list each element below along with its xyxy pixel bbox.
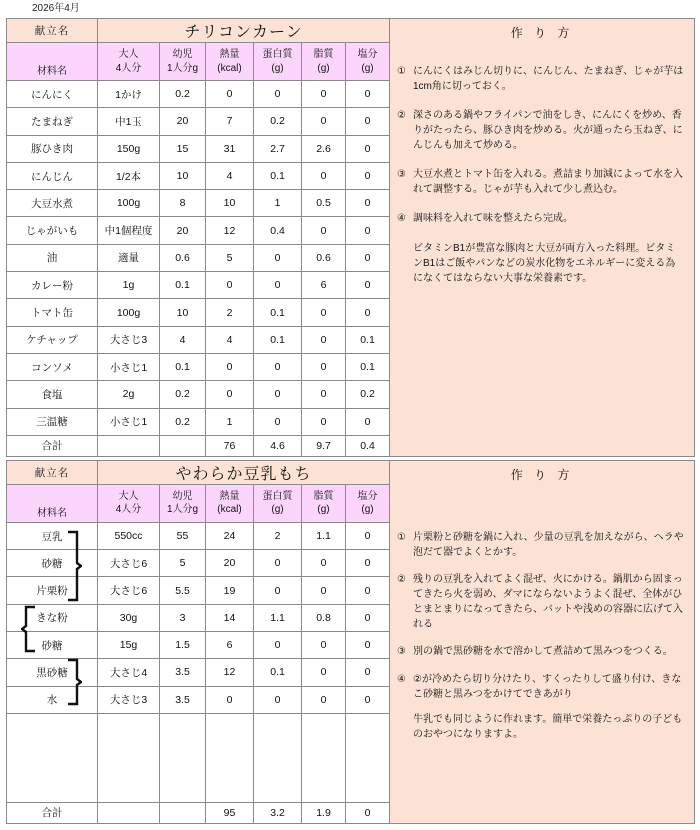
ingredient-fat: 6: [302, 272, 346, 299]
ingredient-kcal: 7: [206, 108, 254, 135]
ingredient-adult: 中1個程度: [98, 217, 160, 244]
ingredient-name: コンソメ: [7, 353, 98, 380]
total-label-2: 合計: [7, 802, 98, 823]
ingredient-name-cell: [7, 659, 98, 686]
ingredient-child: 5.5: [160, 577, 206, 604]
ingredient-child: 1.5: [160, 632, 206, 659]
ingredient-kcal: 0: [206, 353, 254, 380]
ingredient-name: 水: [46, 694, 58, 707]
ingredient-child: 10: [160, 299, 206, 326]
ingredient-kcal: 24: [206, 522, 254, 549]
total-salt-1: 0.4: [346, 435, 390, 456]
col-salt-2: [346, 484, 390, 522]
blank-cell: [346, 713, 390, 802]
ingredient-name: 砂糖: [41, 639, 63, 652]
ingredient-kcal: 19: [206, 577, 254, 604]
ingredient-fat: 0: [302, 381, 346, 408]
method-step: [397, 167, 685, 197]
col-energy-2: [206, 484, 254, 522]
ingredient-child: 0.1: [160, 272, 206, 299]
ingredient-salt: 0: [346, 162, 390, 189]
step-number: ④: [397, 673, 406, 685]
ingredient-salt: 0: [346, 299, 390, 326]
ingredient-name-cell: [7, 686, 98, 713]
ingredient-adult: 小さじ1: [98, 353, 160, 380]
ingredient-protein: 0.1: [254, 659, 302, 686]
total-protein-2: 3.2: [254, 802, 302, 823]
ingredient-fat: 0: [302, 326, 346, 353]
step-text: 大豆水煮とトマト缶を入れる。煮詰まり加減によって水を入れて調整する。じゃが芋も入れて少し煮込む。: [413, 169, 683, 195]
method-step: [397, 572, 685, 632]
ingredient-child: 0.6: [160, 244, 206, 271]
ingredient-salt: 0: [346, 522, 390, 549]
ingredient-fat: 0: [302, 408, 346, 435]
ingredient-protein: 0: [254, 577, 302, 604]
ingredient-child: 55: [160, 522, 206, 549]
ingredient-name: 三温糖: [7, 408, 98, 435]
ingredient-child: 8: [160, 190, 206, 217]
ingredient-child: 5: [160, 550, 206, 577]
total-salt-2: 0: [346, 802, 390, 823]
col-protein-1: [254, 43, 302, 81]
ingredient-name-cell: [7, 632, 98, 659]
col-energy-1: [206, 43, 254, 81]
menu-name-label-1: 献立名: [7, 19, 98, 43]
method-step: [397, 644, 685, 660]
ingredient-protein: 0: [254, 81, 302, 108]
method-header-2: 作 り 方: [390, 460, 695, 823]
col-ingredient-name-1: 材料名: [7, 43, 98, 81]
blank-cell: [206, 713, 254, 802]
ingredient-name: きな粉: [36, 612, 68, 625]
col-fat-line1-2: 脂質: [313, 490, 334, 502]
ingredient-kcal: 31: [206, 135, 254, 162]
ingredient-name-cell: [7, 522, 98, 549]
col-protein-line1-2: 蛋白質: [262, 490, 293, 502]
ingredient-salt: 0: [346, 135, 390, 162]
total-kcal-2: 95: [206, 802, 254, 823]
ingredient-name-cell: [7, 577, 98, 604]
ingredient-salt: 0: [346, 659, 390, 686]
col-salt-line2-1: (g): [361, 62, 374, 74]
blank-cell: [254, 713, 302, 802]
ingredient-protein: 0.1: [254, 299, 302, 326]
ingredient-salt: 0: [346, 604, 390, 631]
step-number: ①: [397, 66, 406, 77]
recipe-title-row-1: [7, 19, 695, 43]
ingredient-protein: 0: [254, 381, 302, 408]
ingredient-salt: 0: [346, 217, 390, 244]
blank-cell: [7, 713, 98, 802]
ingredient-name: 豚ひき肉: [7, 135, 98, 162]
ingredient-child: 0.2: [160, 408, 206, 435]
method-steps-1: [397, 64, 685, 286]
ingredient-name: 油: [7, 244, 98, 271]
col-protein-line2-1: (g): [271, 62, 284, 74]
ingredient-name-cell: [7, 550, 98, 577]
col-energy-line2-1: (kcal): [217, 62, 242, 74]
ingredient-protein: 0: [254, 686, 302, 713]
col-salt-line1-2: 塩分: [357, 490, 378, 502]
ingredient-child: 0.1: [160, 353, 206, 380]
col-adult-line1-2: 大人: [118, 490, 139, 502]
menu-name-label-2: 献立名: [7, 460, 98, 484]
ingredient-name: ケチャップ: [7, 326, 98, 353]
total-kcal-1: 76: [206, 435, 254, 456]
ingredient-kcal: 4: [206, 162, 254, 189]
total-adult-2: [98, 802, 160, 823]
ingredient-name-cell: [7, 604, 98, 631]
step-number: ③: [397, 169, 406, 180]
ingredient-protein: 0.1: [254, 326, 302, 353]
ingredient-adult: 150g: [98, 135, 160, 162]
col-child-line1-2: 幼児: [172, 490, 193, 502]
ingredient-protein: 1.1: [254, 604, 302, 631]
ingredient-kcal: 12: [206, 217, 254, 244]
ingredient-protein: 0.2: [254, 108, 302, 135]
ingredient-child: 3.5: [160, 686, 206, 713]
ingredient-kcal: 12: [206, 659, 254, 686]
ingredient-protein: 0: [254, 353, 302, 380]
total-child-2: [160, 802, 206, 823]
ingredient-protein: 0: [254, 550, 302, 577]
ingredient-protein: 0.1: [254, 162, 302, 189]
ingredient-name: トマト缶: [7, 299, 98, 326]
col-adult-line2-1: 4人分: [115, 62, 142, 74]
ingredient-salt: 0.2: [346, 381, 390, 408]
col-adult-1: [98, 43, 160, 81]
ingredient-name: にんじん: [7, 162, 98, 189]
blank-cell: [98, 713, 160, 802]
ingredient-fat: 0: [302, 686, 346, 713]
ingredient-fat: 0: [302, 299, 346, 326]
ingredient-fat: 0: [302, 353, 346, 380]
ingredient-salt: 0: [346, 81, 390, 108]
blank-cell: [302, 713, 346, 802]
ingredient-adult: 大さじ3: [98, 686, 160, 713]
ingredient-fat: 0: [302, 108, 346, 135]
ingredient-kcal: 20: [206, 550, 254, 577]
ingredient-adult: 大さじ6: [98, 550, 160, 577]
blank-cell: [160, 713, 206, 802]
step-text: 片栗粉と砂糖を鍋に入れ、少量の豆乳を加えながら、ヘラや泡だて器でよくとかす。: [413, 532, 684, 558]
method-panel-2: [389, 524, 695, 746]
ingredient-name: じゃがいも: [7, 217, 98, 244]
step-number: ④: [397, 213, 406, 224]
ingredient-kcal: 5: [206, 244, 254, 271]
ingredient-child: 4: [160, 326, 206, 353]
ingredient-adult: 大さじ6: [98, 577, 160, 604]
col-fat-1: [302, 43, 346, 81]
ingredient-protein: 0: [254, 244, 302, 271]
ingredient-name: 食塩: [7, 381, 98, 408]
col-child-1: [160, 43, 206, 81]
col-adult-line1-1: 大人: [118, 49, 139, 60]
nutrition-note-1: ビタミンB1が豊富な豚肉と大豆が両方入った料理。ビタミンB1はご飯やパンなどの炭水化物をエネルギーに変える為になくてはならない大事な栄養素です。: [413, 242, 676, 284]
ingredient-kcal: 14: [206, 604, 254, 631]
total-fat-2: 1.9: [302, 802, 346, 823]
ingredient-child: 15: [160, 135, 206, 162]
ingredient-child: 0.2: [160, 381, 206, 408]
col-energy-line1-2: 熱量: [219, 490, 240, 502]
ingredient-adult: 2g: [98, 381, 160, 408]
col-fat-line2-2: (g): [317, 504, 330, 516]
method-step: [397, 108, 685, 153]
col-adult-line2-2: 4人分: [115, 504, 142, 516]
total-child-1: [160, 435, 206, 456]
dish-name-1: チリコンカーン: [98, 19, 390, 43]
total-label-1: 合計: [7, 435, 98, 456]
col-adult-2: [98, 484, 160, 522]
ingredient-name: 砂糖: [41, 557, 63, 570]
ingredient-fat: 2.6: [302, 135, 346, 162]
col-salt-line1-1: 塩分: [357, 49, 378, 60]
ingredient-salt: 0: [346, 190, 390, 217]
ingredient-salt: 0: [346, 272, 390, 299]
step-text: 深さのある鍋やフライパンで油をしき、にんにくを炒め、香りがたったら、豚ひき肉を炒める。火が通ったら玉ねぎ、にんじんも加えて炒める。: [413, 110, 683, 151]
ingredient-salt: 0: [346, 550, 390, 577]
col-child-2: [160, 484, 206, 522]
ingredient-adult: 550cc: [98, 522, 160, 549]
ingredient-salt: 0.1: [346, 353, 390, 380]
ingredient-child: 20: [160, 217, 206, 244]
ingredient-fat: 0.6: [302, 244, 346, 271]
col-energy-line2-2: (kcal): [217, 504, 242, 516]
col-salt-1: [346, 43, 390, 81]
step-number: ②: [397, 110, 406, 121]
ingredient-adult: 100g: [98, 299, 160, 326]
ingredient-kcal: 4: [206, 326, 254, 353]
col-child-line2-1: 1人分g: [166, 62, 199, 74]
ingredient-fat: 0: [302, 550, 346, 577]
step-number: ②: [397, 574, 406, 585]
ingredient-salt: 0: [346, 686, 390, 713]
total-fat-1: 9.7: [302, 435, 346, 456]
recipe-title-row-2: [7, 460, 695, 484]
ingredient-adult: 100g: [98, 190, 160, 217]
dish-name-2: やわらか豆乳もち: [98, 460, 390, 484]
col-child-line2-2: 1人分g: [166, 504, 199, 516]
ingredient-child: 3: [160, 604, 206, 631]
ingredient-kcal: 0: [206, 272, 254, 299]
ingredient-kcal: 6: [206, 632, 254, 659]
col-child-line1-1: 幼児: [172, 49, 193, 60]
col-fat-line1-1: 脂質: [313, 49, 334, 60]
ingredient-adult: 30g: [98, 604, 160, 631]
method-step: [397, 211, 685, 227]
col-ingredient-name-2: 材料名: [7, 484, 98, 522]
col-salt-line2-2: (g): [361, 504, 374, 516]
ingredient-adult: 中1玉: [98, 108, 160, 135]
ingredient-fat: 0: [302, 217, 346, 244]
ingredient-kcal: 0: [206, 81, 254, 108]
ingredient-salt: 0: [346, 108, 390, 135]
ingredient-adult: 1かけ: [98, 81, 160, 108]
step-text: ②が冷めたら切り分けたり、すくったりして盛り付け、きなこ砂糖と黒みつをかけてできあがり: [413, 673, 682, 700]
col-fat-2: [302, 484, 346, 522]
col-protein-line1-1: 蛋白質: [262, 49, 293, 60]
ingredient-protein: 2.7: [254, 135, 302, 162]
ingredient-adult: 1g: [98, 272, 160, 299]
ingredient-salt: 0.1: [346, 326, 390, 353]
ingredient-fat: 0.5: [302, 190, 346, 217]
step-text: にんにくはみじん切りに、にんじん、たまねぎ、じゃが芋は1cm角に切っておく。: [413, 66, 684, 92]
ingredient-salt: 0: [346, 408, 390, 435]
ingredient-protein: 0: [254, 408, 302, 435]
ingredient-protein: 0: [254, 272, 302, 299]
ingredient-fat: 0: [302, 577, 346, 604]
ingredient-adult: 大さじ3: [98, 326, 160, 353]
ingredient-kcal: 10: [206, 190, 254, 217]
ingredient-fat: 0: [302, 162, 346, 189]
ingredient-salt: 0: [346, 632, 390, 659]
ingredient-fat: 0: [302, 632, 346, 659]
ingredient-name: 大豆水煮: [7, 190, 98, 217]
col-protein-line2-2: (g): [271, 504, 284, 516]
method-step: [397, 64, 685, 94]
step-number: ③: [397, 646, 406, 657]
ingredient-name: たまねぎ: [7, 108, 98, 135]
total-adult-1: [98, 435, 160, 456]
ingredient-protein: 0: [254, 632, 302, 659]
ingredient-protein: 1: [254, 190, 302, 217]
ingredient-fat: 1.1: [302, 522, 346, 549]
sheet-date: 2026年4月: [32, 3, 80, 14]
col-energy-line1-1: 熱量: [219, 49, 240, 60]
step-number: ①: [397, 532, 406, 543]
col-protein-2: [254, 484, 302, 522]
total-protein-1: 4.6: [254, 435, 302, 456]
ingredient-salt: 0: [346, 577, 390, 604]
method-step: [397, 672, 685, 702]
ingredient-kcal: 1: [206, 408, 254, 435]
nutrition-note-2: 牛乳でも同じように作れます。簡単で栄養たっぷりの子どものおやつになりますよ。: [413, 713, 683, 740]
ingredient-fat: 0.8: [302, 604, 346, 631]
ingredient-child: 3.5: [160, 659, 206, 686]
ingredient-name: カレー粉: [7, 272, 98, 299]
step-text: 調味料を入れて味を整えたら完成。: [413, 213, 573, 224]
method-header-1: 作 り 方: [390, 19, 695, 457]
ingredient-child: 0.2: [160, 81, 206, 108]
method-panel-1: [389, 58, 695, 290]
col-fat-line2-1: (g): [317, 62, 330, 74]
ingredient-adult: 15g: [98, 632, 160, 659]
ingredient-fat: 0: [302, 659, 346, 686]
ingredient-adult: 小さじ1: [98, 408, 160, 435]
ingredient-adult: 適量: [98, 244, 160, 271]
ingredient-child: 10: [160, 162, 206, 189]
ingredient-name: 片栗粉: [36, 585, 68, 598]
method-steps-2: [397, 530, 685, 742]
ingredient-child: 20: [160, 108, 206, 135]
method-step: [397, 530, 685, 560]
ingredient-kcal: 0: [206, 686, 254, 713]
ingredient-kcal: 0: [206, 381, 254, 408]
ingredient-name: にんにく: [7, 81, 98, 108]
ingredient-protein: 0.4: [254, 217, 302, 244]
ingredient-name: 豆乳: [41, 530, 63, 543]
ingredient-name: 黒砂糖: [36, 666, 68, 679]
ingredient-fat: 0: [302, 81, 346, 108]
step-text: 別の鍋で黒砂糖を水で溶かして煮詰めて黒みつをつくる。: [413, 646, 673, 657]
step-text: 残りの豆乳を入れてよく混ぜ、火にかける。鍋肌から固まってきたら火を弱め、ダマにならないようよく混ぜ、全体がひとまとまりになってきたら、バットや浅めの容器に広げて入れる: [413, 574, 683, 630]
ingredient-adult: 大さじ4: [98, 659, 160, 686]
ingredient-salt: 0: [346, 244, 390, 271]
ingredient-adult: 1/2本: [98, 162, 160, 189]
ingredient-kcal: 2: [206, 299, 254, 326]
ingredient-protein: 2: [254, 522, 302, 549]
